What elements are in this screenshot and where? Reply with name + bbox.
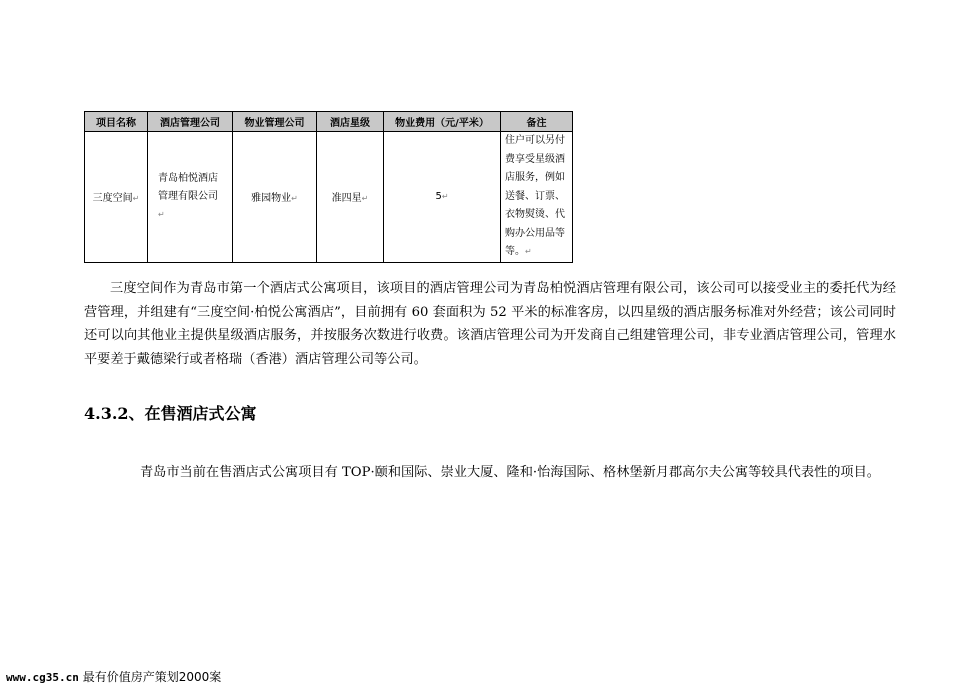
page-footer: [6, 668, 221, 685]
project-info-table: [84, 111, 573, 263]
column-header: 物业费用（元/平米）: [384, 112, 501, 132]
section-heading: 4.3.2、在售酒店式公寓: [84, 404, 257, 423]
cell-hotel-company: 青岛柏悦酒店 管理有限公司↵: [148, 132, 233, 263]
cell-property-fee: 5↵: [384, 132, 501, 263]
footer-site-link[interactable]: www.cg35.cn: [6, 671, 79, 684]
body-paragraph: 青岛市当前在售酒店式公寓项目有 TOP·颐和国际、崇业大厦、隆和·怡海国际、格林堡新月郡高尔夫公寓等较具代表性的项目。: [140, 465, 880, 481]
cell-star-rating: 准四星↵: [317, 132, 384, 263]
footer-slogan: 最有价值房产策划2000案: [82, 670, 222, 684]
table-row: [85, 132, 573, 263]
cell-property-company: 雅园物业↵: [233, 132, 317, 263]
body-paragraph: 三度空间作为青岛市第一个酒店式公寓项目，该项目的酒店管理公司为青岛柏悦酒店管理有限公司，该公司可以接受业主的委托代为经营管理，并组建有“三度空间·柏悦公寓酒店”，目前拥有 60 套面积为 52 平米的标准客房，以四星级的酒店服务标准对外经营；该公司同时还可以向其他业主提供星级酒店服务，并按服务次数进行收费。该酒店管理公司为开发商自己组建管理公司，非专业酒店管理公司，管理水平要差于戴德梁行或者格瑞（香港）酒店管理公司等公司。: [84, 281, 896, 367]
table-header-row: [85, 112, 573, 132]
cell-project-name: 三度空间↵: [85, 132, 148, 263]
column-header: 酒店星级: [317, 112, 384, 132]
column-header: 酒店管理公司: [148, 112, 233, 132]
column-header: 备注: [501, 112, 573, 132]
column-header: 项目名称: [85, 112, 148, 132]
cell-notes: 住户可以另付费享受星级酒店服务，例如送餐、订票、衣物熨烫、代购办公用品等等。↵: [501, 132, 573, 263]
column-header: 物业管理公司: [233, 112, 317, 132]
